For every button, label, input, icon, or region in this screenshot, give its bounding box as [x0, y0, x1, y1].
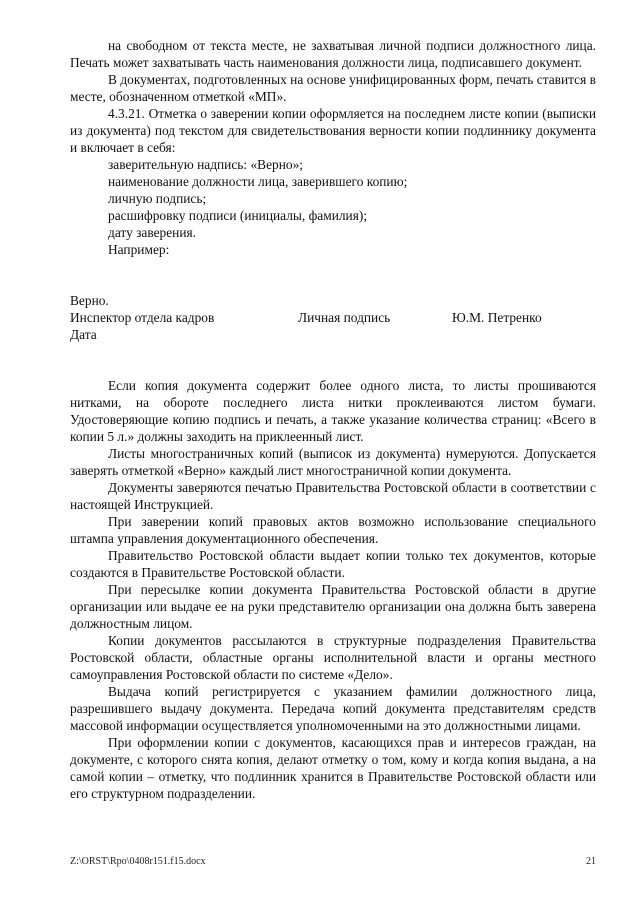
list-item: личную подпись;: [108, 191, 207, 206]
paragraph: Правительство Ростовской области выдает копии только тех документов, которые создаются в Правительстве Ростовской области.: [70, 548, 596, 580]
page-number: 21: [586, 856, 596, 867]
example-verno: Верно.: [70, 293, 109, 308]
list-item: заверительную надпись: «Верно»;: [108, 157, 303, 172]
example-signature: Личная подпись: [298, 310, 391, 325]
paragraph: Выдача копий регистрируется с указанием фамилии должностного лица, разрешившего выдачу документа. Передача копий документа представителям средств массовой информации осуществляется уполномоченными на это должностными лицами.: [70, 684, 596, 733]
example-position: Инспектор отдела кадров: [70, 310, 215, 325]
example-name: Ю.М. Петренко: [452, 310, 542, 325]
paragraph: Документы заверяются печатью Правительства Ростовской области в соответствии с настоящей Инструкцией.: [70, 480, 596, 512]
paragraph: При заверении копий правовых актов возможно использование специального штампа управления документационного обеспечения.: [70, 514, 596, 546]
paragraph: При оформлении копии с документов, касающихся прав и интересов граждан, на документе, с которого снята копия, делают отметку о том, кому и когда копия выдана, а на самой копии – отметку, что подлинник хранится в Правительстве Ростовской области или его структурном подразделении.: [70, 735, 596, 801]
paragraph: Листы многостраничных копий (выписок из документа) нумеруются. Допускается заверять отметкой «Верно» каждый лист многостраничной копии документа.: [70, 446, 596, 478]
document-body: [70, 37, 596, 802]
paragraph: Копии документов рассылаются в структурные подразделения Правительства Ростовской области, областные органы исполнительной власти и органы местного самоуправления Ростовской области по системе «Дело».: [70, 633, 596, 682]
paragraph: на свободном от текста месте, не захватывая личной подписи должностного лица. Печать может захватывать часть наименования должности лица, подписавшего документ.: [70, 38, 596, 70]
list-item: наименование должности лица, заверившего копию;: [108, 174, 408, 189]
paragraph: Если копия документа содержит более одного листа, то листы прошиваются нитками, на обороте последнего листа нитки проклеиваются листом бумаги. Удостоверяющие копию подпись и печать, а также указание количества страниц: «Всего в копии 5 л.» должны заходить на приклеенный лист.: [70, 378, 596, 444]
paragraph: При пересылке копии документа Правительства Ростовской области в другие организации или выдаче ее на руки представителю организации она должна быть заверена должностным лицом.: [70, 582, 596, 631]
file-path: Z:\ORST\Rpo\0408r151.f15.docx: [70, 856, 206, 867]
example-date: Дата: [70, 327, 97, 342]
example-label: Например:: [108, 242, 170, 257]
list-item: дату заверения.: [108, 225, 197, 240]
paragraph: 4.3.21. Отметка о заверении копии оформляется на последнем листе копии (выписки из документа) под текстом для свидетельствования верности копии подлиннику документа и включает в себя:: [70, 106, 596, 155]
list-item: расшифровку подписи (инициалы, фамилия);: [108, 208, 368, 223]
paragraph: В документах, подготовленных на основе унифицированных форм, печать ставится в месте, обозначенном отметкой «МП».: [70, 72, 596, 104]
example-signature-row: [70, 309, 596, 326]
